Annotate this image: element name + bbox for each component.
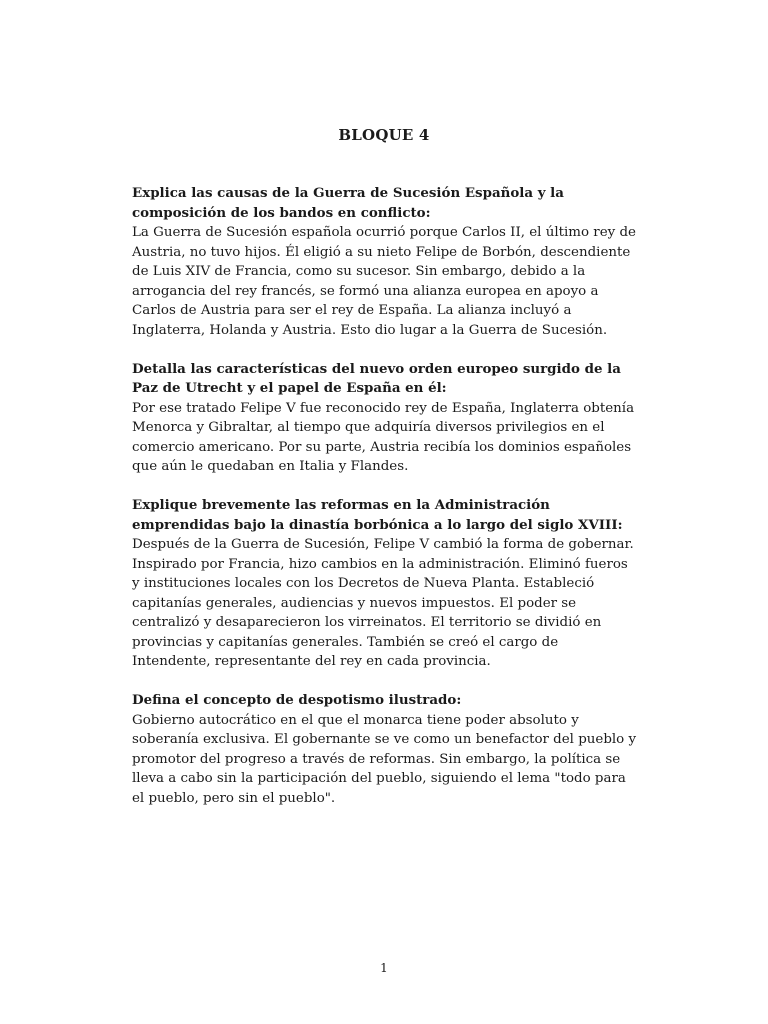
page-number: 1 bbox=[380, 961, 388, 975]
question-section bbox=[132, 691, 638, 808]
document-body bbox=[132, 184, 638, 828]
question-heading: Explique brevemente las reformas en la Administración emprendidas bajo la dinastía borbónica a lo largo del siglo XVIII: bbox=[132, 497, 623, 533]
answer-paragraph: La Guerra de Sucesión española ocurrió porque Carlos II, el último rey de Austria, no tuvo hijos. Él eligió a su nieto Felipe de Borbón, descendiente de Luis XIV de Francia, como su sucesor. Sin embargo, debido a la arrogancia del rey francés, se formó una alianza europea en apoyo a Carlos de Austria para ser el rey de España. La alianza incluyó a Inglaterra, Holanda y Austria. Esto dio lugar a la Guerra de Sucesión. bbox=[132, 225, 636, 338]
question-section bbox=[132, 184, 638, 340]
document-title: BLOQUE 4 bbox=[338, 126, 430, 144]
question-section bbox=[132, 360, 638, 477]
question-section bbox=[132, 496, 638, 672]
answer-paragraph: Por ese tratado Felipe V fue reconocido rey de España, Inglaterra obtenía Menorca y Gibraltar, al tiempo que adquiría diversos privilegios en el comercio americano. Por su parte, Austria recibía los dominios españoles que aún le quedaban en Italia y Flandes. bbox=[132, 400, 635, 474]
answer-paragraph: Gobierno autocrático en el que el monarca tiene poder absoluto y soberanía exclusiva. El gobernante se ve como un benefactor del pueblo y promotor del progreso a través de reformas. Sin embargo, la política se lleva a cabo sin la participación del pueblo, siguiendo el lema "todo para el pueblo, pero sin el pueblo". bbox=[132, 712, 637, 806]
question-heading: Explica las causas de la Guerra de Sucesión Española y la composición de los bandos en conflicto: bbox=[132, 185, 564, 221]
question-heading: Detalla las características del nuevo orden europeo surgido de la Paz de Utrecht y el papel de España en él: bbox=[132, 360, 621, 396]
answer-paragraph: Después de la Guerra de Sucesión, Felipe V cambió la forma de gobernar. Inspirado por Francia, hizo cambios en la administración. Eliminó fueros y instituciones locales con los Decretos de Nueva Planta. Estableció capitanías generales, audiencias y nuevos impuestos. El poder se centralizó y desaparecieron los virreinatos. El territorio se dividió en provincias y capitanías generales. También se creó el cargo de Intendente, representante del rey en cada provincia. bbox=[132, 537, 634, 669]
question-heading: Defina el concepto de despotismo ilustrado: bbox=[132, 692, 462, 708]
